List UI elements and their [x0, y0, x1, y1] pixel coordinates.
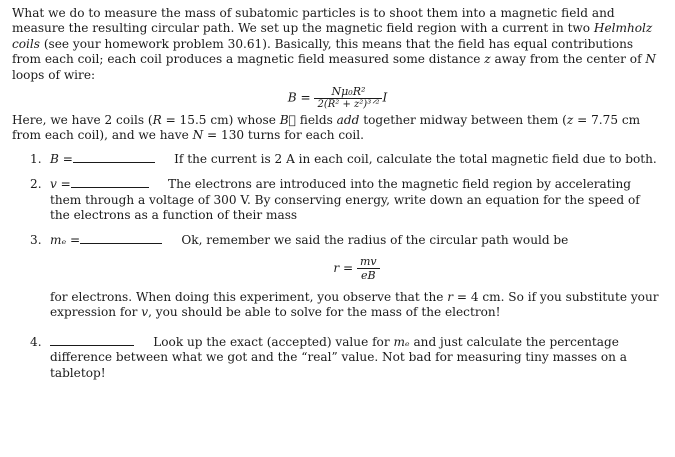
var-B-vector: B⃗	[279, 113, 296, 128]
radius-equation	[50, 255, 663, 282]
question-3-prefix: mₑ =	[50, 233, 81, 248]
question-1-number: 1.	[30, 151, 42, 166]
setup-text-e: = 7.75 cm from each coil), and we have	[12, 113, 641, 143]
question-1-prefix: B =	[50, 151, 73, 166]
var-me: mₑ	[393, 334, 410, 349]
question-4	[12, 335, 663, 381]
question-4-text-a: Look up the exact (accepted) value for	[153, 334, 394, 349]
followup-text-a: for electrons. When doing this experiment, you observe that the	[50, 289, 448, 304]
field-equation-fraction	[314, 85, 382, 111]
radius-equation-denominator: eB	[361, 268, 376, 282]
setup-text-a: Here, we have 2 coils (	[12, 113, 153, 128]
question-3-text: Ok, remember we said the radius of the circular path would be	[181, 233, 569, 248]
field-equation-lhs: B =	[287, 90, 311, 105]
question-3-answer-blank[interactable]	[80, 234, 162, 244]
question-2	[12, 177, 663, 223]
field-equation-denominator: 2(R² + z²)³ᐟ²	[317, 99, 380, 111]
question-1	[12, 152, 663, 167]
setup-text-c: fields	[295, 113, 337, 128]
var-v: v	[141, 305, 149, 320]
question-4-number: 4.	[30, 334, 42, 349]
var-r: r	[447, 289, 454, 304]
question-2-answer-blank[interactable]	[71, 178, 149, 188]
radius-equation-numerator: mv	[357, 255, 380, 269]
question-2-text: The electrons are introduced into the magnetic field region by accelerating them through a voltage of 300 V. By conserving energy, write down an equation for the speed of the electrons as a function of their mass	[50, 177, 640, 223]
setup-text-d: together midway between them (	[359, 113, 567, 128]
helmholz-coils-term: Helmholz coils	[12, 21, 653, 51]
question-list	[12, 152, 663, 381]
intro-paragraph	[12, 6, 663, 83]
field-equation-current: I	[382, 90, 388, 105]
setup-text-f: = 130 turns for each coil.	[203, 128, 364, 143]
var-N: N	[645, 52, 656, 67]
question-2-number: 2.	[30, 177, 42, 192]
question-4-text-b: and just calculate the percentage difference between what we got and the “real” value. Not bad for measuring tiny masses on a tabletop!	[50, 334, 628, 380]
field-equation	[12, 85, 663, 111]
var-R: R	[152, 113, 162, 128]
intro-text-1: What we do to measure the mass of subatomic particles is to shoot them into a magnetic field and measure the resulting circular path. We set up the magnetic field region with a current in two	[12, 6, 615, 36]
intro-text-2: (see your homework problem 30.61). Basically, this means that the field has equal contributions from each coil; each coil produces a magnetic field measured some distance	[12, 36, 634, 67]
followup-text-b: = 4 cm. So if you substitute your expression for	[50, 289, 659, 320]
add-emphasis: add	[336, 113, 360, 128]
radius-equation-lhs: r =	[333, 260, 354, 275]
intro-text-3: away from the center of	[490, 52, 646, 67]
followup-text-c: , you should be able to solve for the mass of the electron!	[148, 305, 501, 320]
var-N-setup: N	[192, 128, 204, 143]
question-4-answer-blank[interactable]	[50, 336, 134, 346]
question-3	[12, 233, 663, 320]
field-equation-numerator: Nμ₀R²	[314, 85, 382, 99]
question-1-answer-blank[interactable]	[73, 153, 155, 163]
setup-paragraph	[12, 113, 663, 144]
question-2-prefix: v =	[50, 177, 71, 192]
question-3-number: 3.	[30, 233, 42, 248]
question-3-followup	[50, 290, 663, 321]
var-z: z	[484, 52, 491, 67]
question-1-text: If the current is 2 A in each coil, calculate the total magnetic field due to both.	[174, 151, 657, 166]
setup-text-b: = 15.5 cm) whose	[161, 113, 280, 128]
intro-text-4: loops of wire:	[12, 67, 96, 82]
var-z-setup: z	[566, 113, 574, 128]
radius-equation-fraction	[357, 255, 380, 282]
